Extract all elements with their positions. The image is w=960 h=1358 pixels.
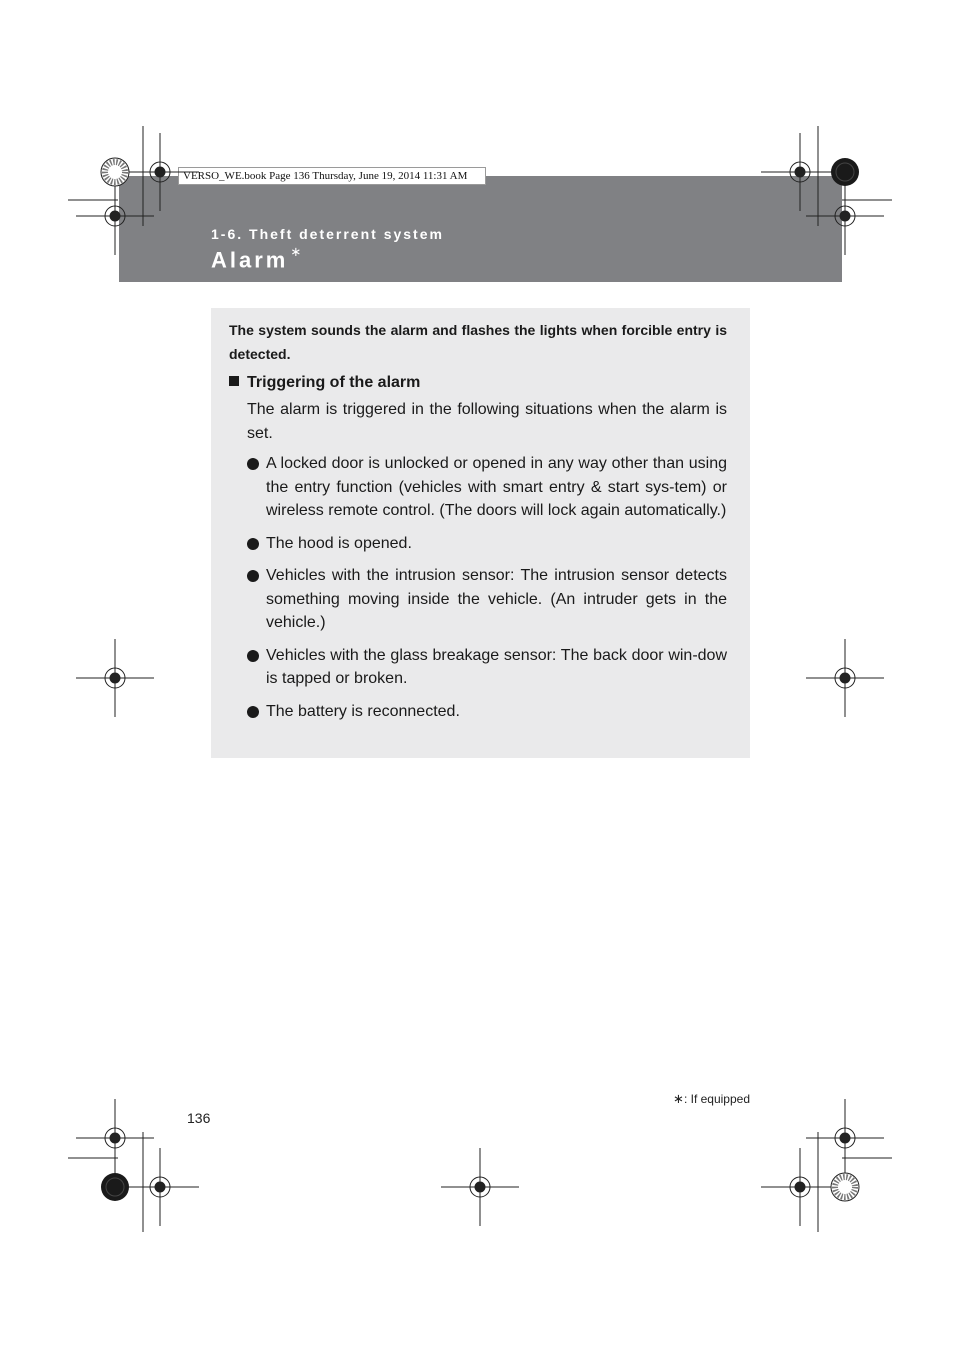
list-item-text: Vehicles with the intrusion sensor: The intrusion sensor detects something moving inside the vehicle. (An intruder gets in the vehicle.) [266, 567, 727, 631]
subsection-heading-text: Triggering of the alarm [247, 374, 421, 391]
trigger-list [247, 452, 727, 732]
bullet-dot-icon [247, 706, 259, 718]
list-item-text: A locked door is unlocked or opened in any way other than using the entry function (vehicles with smart entry & start sys-tem) or wireless remote control. (The doors will lock again automatically.) [266, 455, 727, 519]
list-item-text: The battery is reconnected. [266, 702, 460, 720]
list-item [247, 564, 727, 635]
section-label: 1-6. Theft deterrent system [211, 226, 444, 242]
bullet-dot-icon [247, 458, 259, 470]
subsection-heading [229, 372, 727, 394]
bullet-dot-icon [247, 650, 259, 662]
bullet-dot-icon [247, 570, 259, 582]
list-item-text: Vehicles with the glass breakage sensor: The back door win-dow is tapped or broken. [266, 646, 727, 687]
subsection-lead: The alarm is triggered in the following situations when the alarm is set. [247, 401, 727, 442]
footnote [660, 1091, 750, 1107]
list-item [247, 452, 727, 523]
page-title-text: Alarm [211, 247, 289, 273]
page-title [211, 244, 302, 273]
footnote-text: : If equipped [683, 1092, 750, 1106]
list-item-text: The hood is opened. [266, 534, 412, 552]
equipped-marker: ∗ [290, 244, 302, 259]
list-item [247, 700, 727, 724]
footnote-marker: ∗ [673, 1091, 684, 1106]
print-info-slug: VERSO_WE.book Page 136 Thursday, June 19, 2014 11:31 AM [178, 167, 486, 185]
square-bullet-icon [229, 376, 239, 386]
bullet-dot-icon [247, 538, 259, 550]
intro-text: The system sounds the alarm and flashes the lights when forcible entry is detected. [229, 322, 727, 362]
list-item [247, 532, 727, 556]
page-number: 136 [187, 1110, 211, 1126]
list-item [247, 644, 727, 691]
